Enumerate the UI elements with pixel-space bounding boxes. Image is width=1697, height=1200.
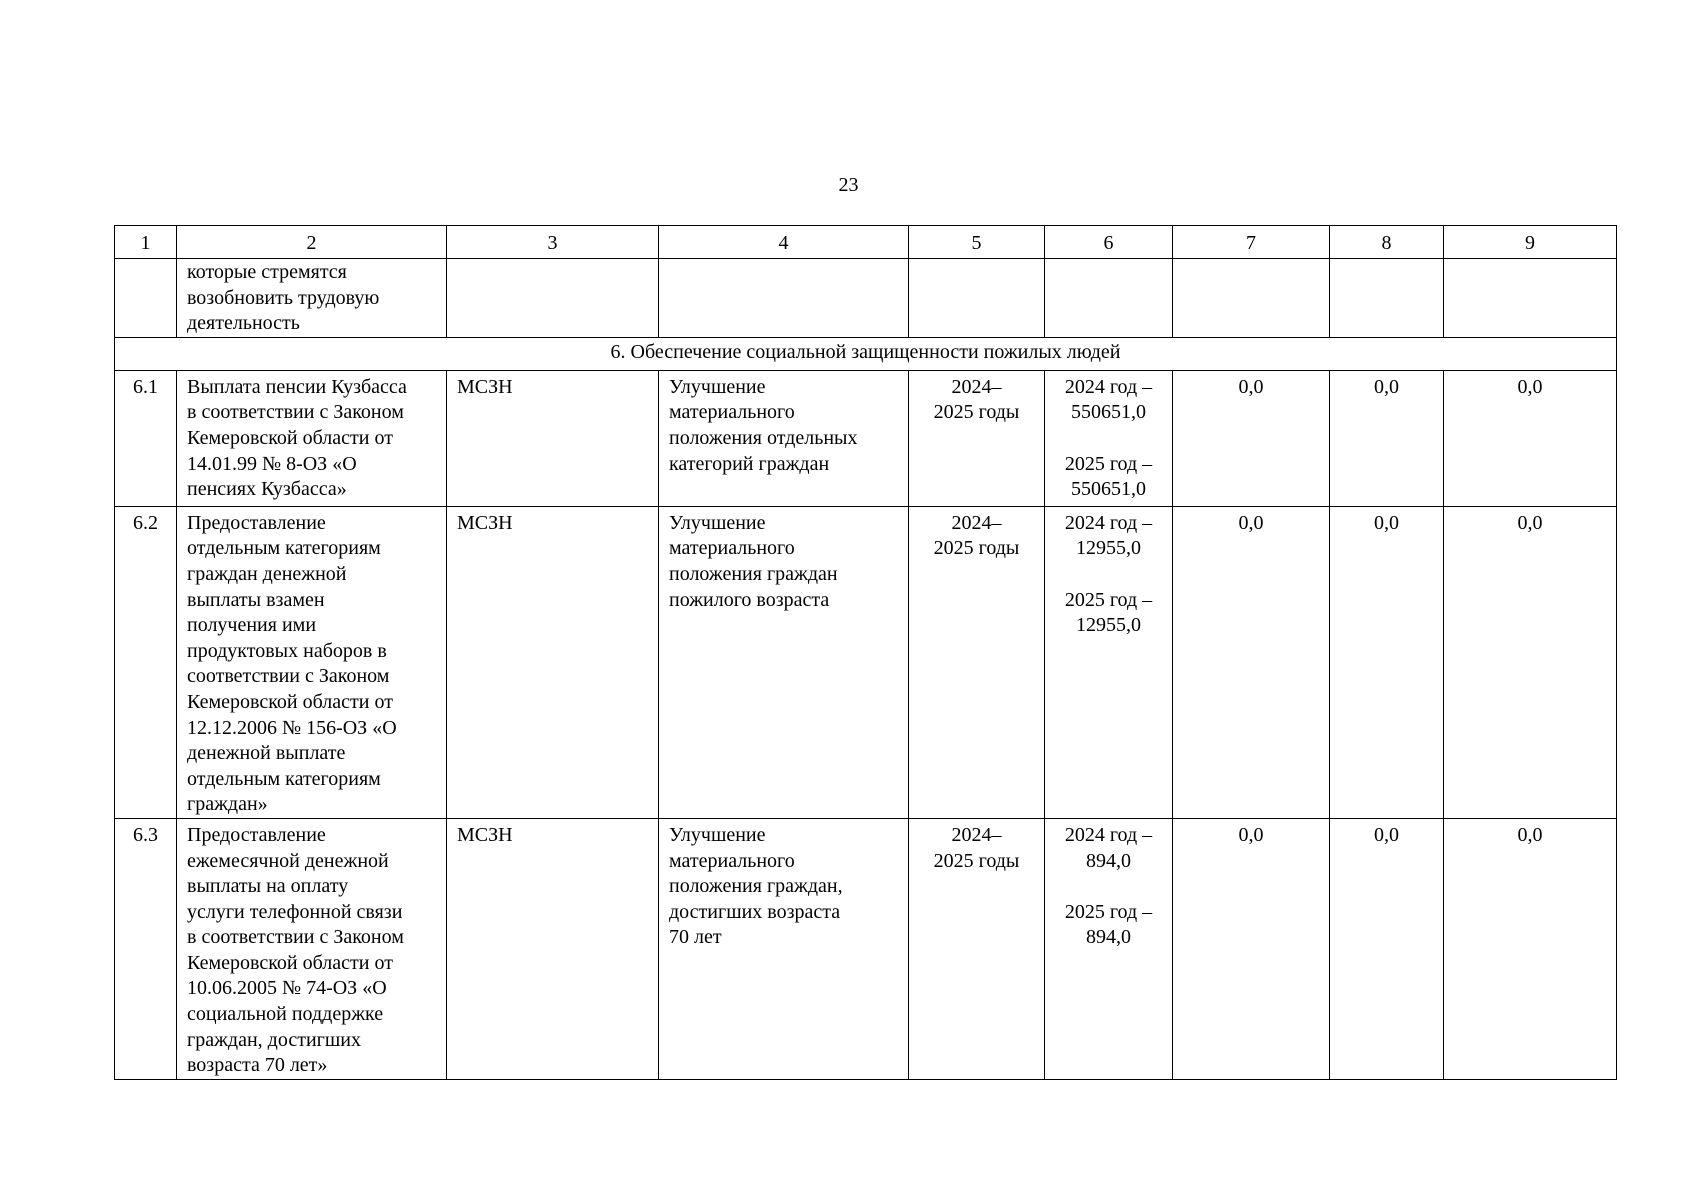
column-header: 9: [1444, 226, 1617, 259]
program-table: [114, 225, 1617, 1080]
table-row: [115, 506, 1617, 818]
funding-amount: 2024 год – 550651,0 2025 год – 550651,0: [1045, 370, 1173, 506]
continuation-row: [115, 259, 1617, 338]
col8-value: 0,0: [1330, 370, 1444, 506]
col7-value: 0,0: [1173, 506, 1330, 818]
row-number: 6.2: [115, 506, 177, 818]
table-cell: [909, 259, 1045, 338]
expected-result: Улучшение материального положения граждан, достигших возраста 70 лет: [659, 818, 909, 1079]
funding-amount: 2024 год – 894,0 2025 год – 894,0: [1045, 818, 1173, 1079]
table-cell: [659, 259, 909, 338]
expected-result: Улучшение материального положения граждан пожилого возраста: [659, 506, 909, 818]
measure-name: Предоставление отдельным категориям граждан денежной выплаты взамен получения ими продуктовых наборов в соответствии с Законом Кемеровской области от 12.12.2006 № 156-ОЗ «О денежной выплате отдельным категориям граждан»: [177, 506, 447, 818]
column-header: 1: [115, 226, 177, 259]
table-cell: [447, 259, 659, 338]
page-number: 23: [838, 174, 859, 196]
column-header: 6: [1045, 226, 1173, 259]
table-cell: [115, 259, 177, 338]
column-header: 7: [1173, 226, 1330, 259]
continued-measure-text: которые стремятся возобновить трудовую деятельность: [177, 259, 447, 338]
implementation-period: 2024– 2025 годы: [909, 818, 1045, 1079]
implementation-period: 2024– 2025 годы: [909, 370, 1045, 506]
row-number: 6.3: [115, 818, 177, 1079]
col8-value: 0,0: [1330, 818, 1444, 1079]
column-header: 5: [909, 226, 1045, 259]
col9-value: 0,0: [1444, 370, 1617, 506]
table-cell: [1045, 259, 1173, 338]
table-row: [115, 818, 1617, 1079]
measure-name: Выплата пенсии Кузбасса в соответствии с Законом Кемеровской области от 14.01.99 № 8-ОЗ «О пенсиях Кузбасса»: [177, 370, 447, 506]
col7-value: 0,0: [1173, 370, 1330, 506]
table-cell: [1444, 259, 1617, 338]
col9-value: 0,0: [1444, 506, 1617, 818]
executor: МСЗН: [447, 506, 659, 818]
funding-amount: 2024 год – 12955,0 2025 год – 12955,0: [1045, 506, 1173, 818]
table-cell: [1173, 259, 1330, 338]
column-header: 3: [447, 226, 659, 259]
executor: МСЗН: [447, 818, 659, 1079]
table-cell: [1330, 259, 1444, 338]
column-header: 4: [659, 226, 909, 259]
col9-value: 0,0: [1444, 818, 1617, 1079]
col8-value: 0,0: [1330, 506, 1444, 818]
implementation-period: 2024– 2025 годы: [909, 506, 1045, 818]
column-header: 8: [1330, 226, 1444, 259]
measure-name: Предоставление ежемесячной денежной выплаты на оплату услуги телефонной связи в соответствии с Законом Кемеровской области от 10.06.2005 № 74-ОЗ «О социальной поддержке граждан, достигших возраста 70 лет»: [177, 818, 447, 1079]
row-number: 6.1: [115, 370, 177, 506]
table-row: [115, 370, 1617, 506]
executor: МСЗН: [447, 370, 659, 506]
column-number-row: [115, 226, 1617, 259]
section-heading-row: [115, 337, 1617, 370]
column-header: 2: [177, 226, 447, 259]
section-title: 6. Обеспечение социальной защищенности пожилых людей: [115, 337, 1617, 370]
expected-result: Улучшение материального положения отдельных категорий граждан: [659, 370, 909, 506]
col7-value: 0,0: [1173, 818, 1330, 1079]
